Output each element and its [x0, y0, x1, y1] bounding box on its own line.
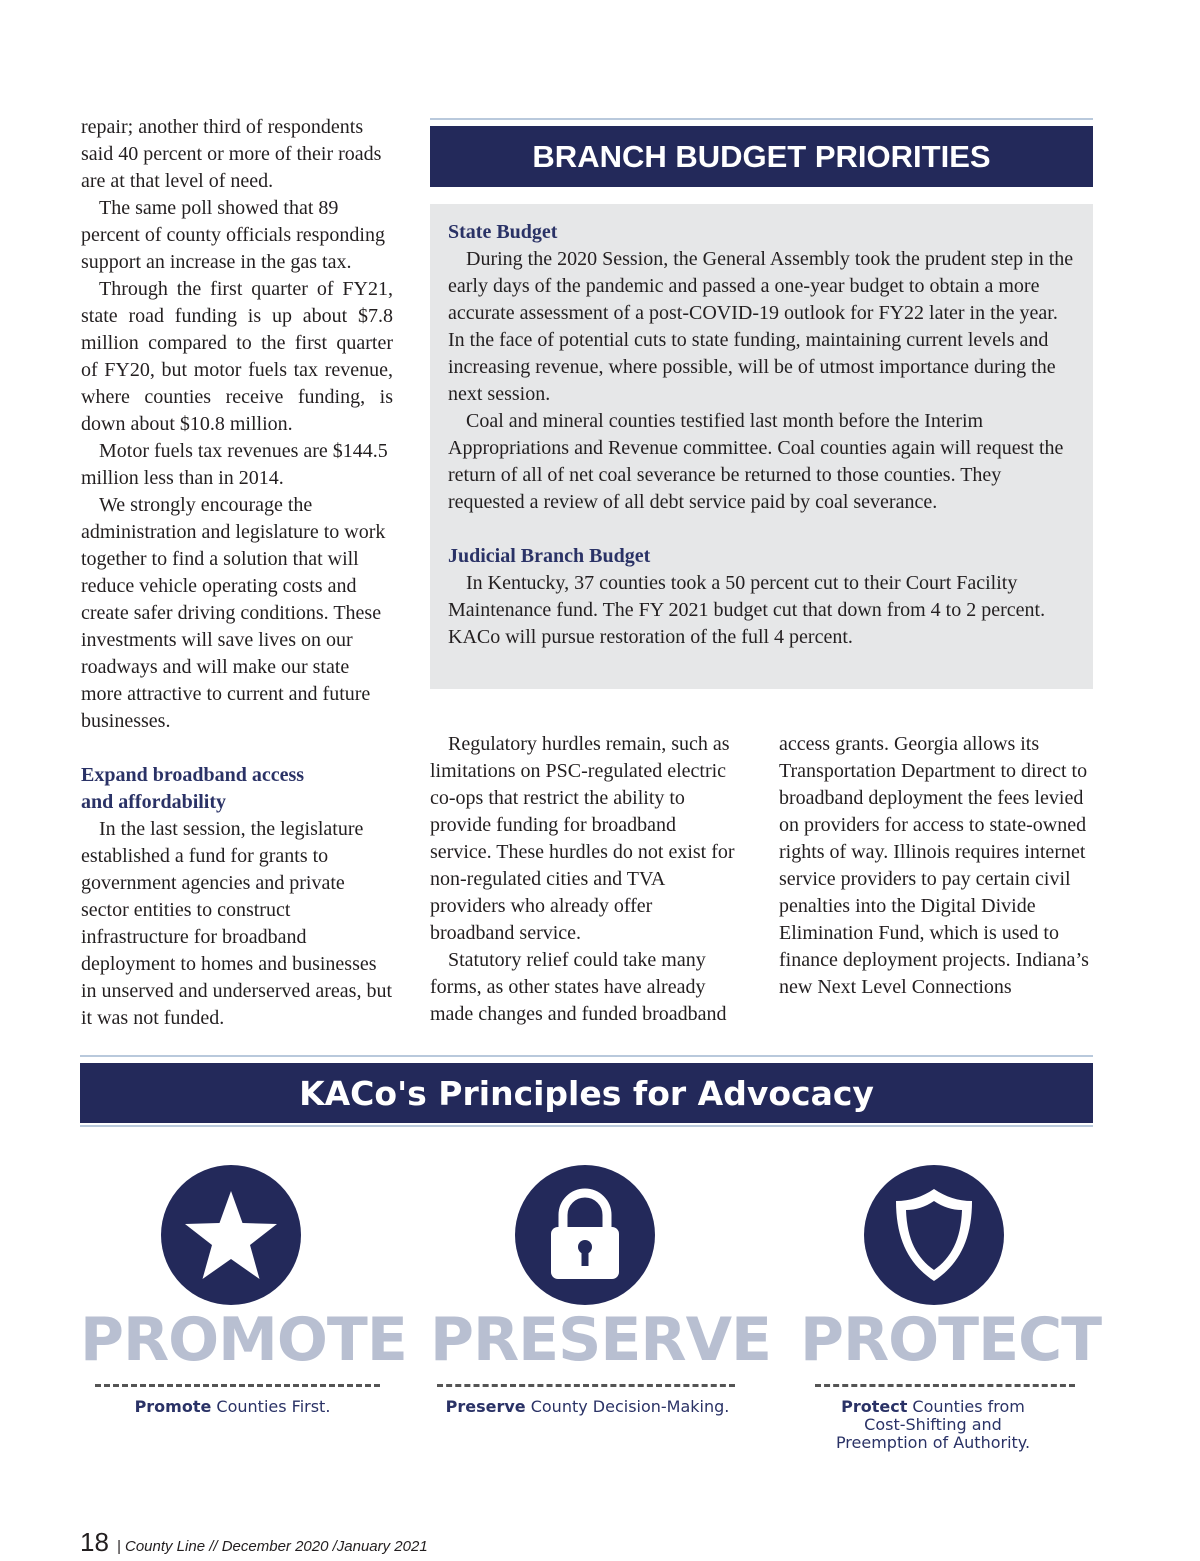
- promote-caption-rest: Counties First.: [211, 1397, 331, 1416]
- page-footer: [80, 1527, 428, 1561]
- right-column: [779, 731, 1091, 1001]
- branch-budget-banner: [430, 126, 1093, 187]
- protect-word: PROTECT: [800, 1305, 1102, 1375]
- broadband-paragraph: In the last session, the legislature established a fund for grants to government agencies and private sector entities to construct infrastructure for broadband deployment to homes and businesses in unserved and underserved areas, but it was not funded.: [81, 818, 392, 1029]
- principles-bottom-rule: [80, 1125, 1093, 1127]
- star-icon: [181, 1187, 281, 1283]
- protect-caption-bold: Protect: [841, 1397, 908, 1416]
- state-budget-paragraph-2: Coal and mineral counties testified last month before the Interim Appropriations and Revenue committee. Coal counties again will request the return of all of net coal severance be returned to those counties. They requested a review of all debt service paid by coal severance.: [448, 410, 1064, 513]
- judicial-budget-heading: Judicial Branch Budget: [448, 545, 651, 567]
- protect-circle: [864, 1165, 1004, 1305]
- preserve-dashed-rule: [437, 1384, 735, 1387]
- middle-column: [430, 731, 740, 1028]
- lock-icon: [545, 1187, 625, 1283]
- state-budget-heading: State Budget: [448, 221, 558, 243]
- protect-dashed-rule: [815, 1384, 1075, 1387]
- shield-icon: [892, 1185, 976, 1285]
- principles-banner: [80, 1063, 1093, 1123]
- middle-paragraph-2: Statutory relief could take many forms, as other states have already made changes and funded broadband: [430, 949, 727, 1025]
- left-paragraph-3: Through the first quarter of FY21, state road funding is up about $7.8 million compared to the first quarter of FY20, but motor fuels tax revenue, where counties receive funding, is down about $10.8 million.: [81, 278, 393, 435]
- promote-word: PROMOTE: [80, 1305, 407, 1375]
- principles-title: KACo's Principles for Advocacy: [299, 1073, 874, 1113]
- state-budget-paragraph-1: During the 2020 Session, the General Assembly took the prudent step in the early days of the pandemic and passed a one-year budget to obtain a more accurate assessment of a post-COVID-19 outlook for FY22 later in the year. In the face of potential cuts to state funding, maintaining current levels and increasing revenue, where possible, will be of utmost importance during the next session.: [448, 248, 1074, 405]
- preserve-caption-rest: County Decision-Making.: [525, 1397, 730, 1416]
- left-paragraph-1: repair; another third of respondents said 40 percent or more of their roads are at that level of need.: [81, 116, 382, 192]
- branch-budget-box: [430, 204, 1093, 689]
- left-column: [81, 114, 393, 1032]
- left-paragraph-2: The same poll showed that 89 percent of county officials responding support an increase in the gas tax.: [81, 197, 385, 273]
- broadband-heading-line1: Expand broadband access: [81, 764, 305, 786]
- preserve-circle: [515, 1165, 655, 1305]
- publication-info: | County Line // December 2020 /January 2021: [116, 1538, 428, 1555]
- promote-caption: [80, 1398, 385, 1416]
- left-paragraph-4: Motor fuels tax revenues are $144.5 million less than in 2014.: [81, 440, 388, 489]
- preserve-word: PRESERVE: [430, 1305, 771, 1375]
- preserve-caption: [430, 1398, 745, 1416]
- principles-top-rule: [80, 1055, 1093, 1057]
- judicial-budget-paragraph: In Kentucky, 37 counties took a 50 percent cut to their Court Facility Maintenance fund. The FY 2021 budget cut that down from 4 to 2 percent. KACo will pursue restoration of the full 4 percent.: [448, 572, 1046, 648]
- promote-dashed-rule: [95, 1384, 380, 1387]
- left-paragraph-5: We strongly encourage the administration and legislature to work together to find a solution that will reduce vehicle operating costs and create safer driving conditions. These investments will save lives on our roadways and will make our state more attractive to current and future businesses.: [81, 494, 386, 732]
- broadband-heading: [81, 762, 393, 816]
- right-paragraph: access grants. Georgia allows its Transportation Department to direct to broadband deployment the fees levied on providers for access to state-owned rights of way. Illinois requires internet service providers to pay certain civil penalties into the Digital Divide Elimination Fund, which is used to finance deployment projects. Indiana’s new Next Level Connections: [779, 733, 1089, 998]
- promote-circle: [161, 1165, 301, 1305]
- broadband-heading-line2: and affordability: [81, 791, 227, 813]
- middle-paragraph-1: Regulatory hurdles remain, such as limitations on PSC-regulated electric co-ops that restrict the ability to provide funding for broadband service. These hurdles do not exist for non-regulated cities and TVA providers who already offer broadband service.: [430, 733, 735, 944]
- promote-caption-bold: Promote: [134, 1397, 212, 1416]
- page-number: 18: [80, 1527, 109, 1557]
- preserve-caption-bold: Preserve: [445, 1397, 526, 1416]
- branch-budget-title: BRANCH BUDGET PRIORITIES: [532, 138, 991, 174]
- sidebar-top-rule: [430, 118, 1093, 120]
- protect-caption-rest: Counties from Cost-Shifting and Preemption of Authority.: [835, 1397, 1031, 1452]
- protect-caption: [828, 1398, 1038, 1452]
